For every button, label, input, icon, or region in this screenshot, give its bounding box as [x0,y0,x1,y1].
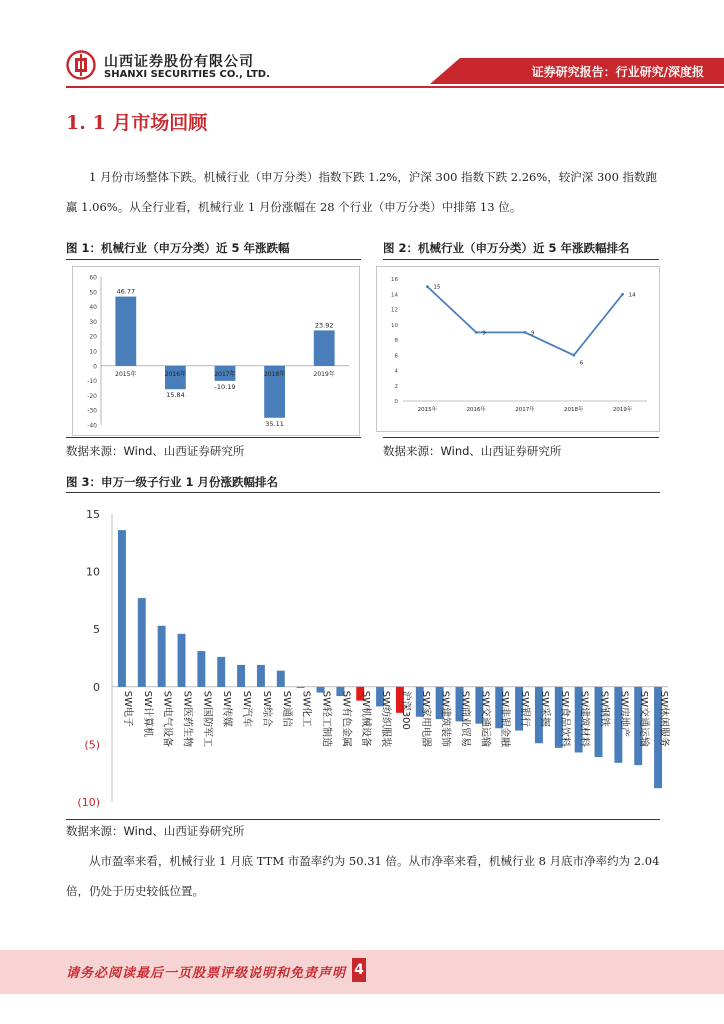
fig3-category-label: SW传媒 [221,690,233,728]
fig2-chart-box [376,266,660,432]
fig2-point [621,293,624,296]
fig3-category-label: 沪深300 [399,690,411,730]
fig3-chart-area [72,496,672,816]
fig1-chart-box [72,266,360,436]
report-type: 证券研究报告：行业研究/深度报 [531,65,704,79]
fig3-bar [257,665,265,687]
fig2-data-label: 9 [531,330,535,337]
fig3-category-label: SW化工 [300,690,312,728]
fig3-category-label: SW休闲服务 [658,690,670,748]
fig3-bottom-rule [66,819,660,820]
fig3-category-label: SW电气设备 [161,690,173,748]
fig1-category-label: 2017年 [214,370,236,378]
header-divider [66,86,724,88]
company-name-cn: 山西证券股份有限公司 [104,54,254,70]
fig2-data-label: 9 [482,330,486,337]
fig1-ytick-label: -30 [87,407,97,415]
fig2-source: 数据来源：Wind、山西证券研究所 [383,444,562,458]
fig3-category-label: SW综合 [260,690,272,728]
fig2-category-label: 2019年 [612,407,633,413]
disclaimer: 请务必阅读最后一页股票评级说明和免责声明 [66,966,347,981]
fig3-bar [118,530,126,687]
fig2-ytick-label: 4 [394,368,398,375]
intro-paragraph: 1 月份市场整体下跌。机械行业（申万分类）指数下跌 1.2%，沪深 300 指数下跌 2.26%，较沪深 300 指数跑赢 1.06%。从全行业看，机械行业 1 月份涨幅在 28 个行业（申万分类）中排第 13 位。 [66,170,658,214]
fig2-ytick-label: 0 [394,399,398,405]
fig3-rule [66,492,660,493]
fig3-ytick-label: 15 [86,508,100,521]
fig2-ytick-label: 8 [394,338,398,344]
fig2-chart [377,267,659,431]
fig3-chart [72,496,672,816]
fig3-category-label: SW纺织服装 [380,690,392,748]
fig2-caption: 图 2：机械行业（申万分类）近 5 年涨跌幅排名 [383,241,630,255]
fig3-category-label: SW银行 [519,690,531,728]
fig1-data-label: 35.11 [265,419,284,428]
fig1-ytick-label: 20 [89,333,97,341]
fig1-bar [115,297,136,366]
fig2-ytick-label: 2 [394,383,398,390]
fig3-category-label: SW国防军工 [201,690,213,748]
fig1-data-label: -10.19 [214,382,236,391]
fig3-caption: 图 3：申万一级子行业 1 月份涨跌幅排名 [66,475,279,489]
fig2-point [524,331,527,334]
fig2-ytick-label: 14 [391,292,398,299]
valuation-paragraph: 从市盈率来看，机械行业 1 月底 TTM 市盈率约为 50.31 倍。从市净率来看，机械行业 8 月底市净率约为 2.04 倍，仍处于历史较低位置。 [66,854,660,898]
fig2-category-label: 2017年 [515,407,535,413]
fig3-source: 数据来源：Wind、山西证券研究所 [66,824,245,838]
fig1-ytick-label: -20 [87,392,97,400]
fig3-category-label: SW汽车 [241,690,253,728]
fig3-bar [158,626,166,687]
fig3-category-label: SW交通运输 [638,690,650,748]
fig2-category-label: 2018年 [564,407,584,413]
fig1-category-label: 2016年 [164,370,187,378]
fig3-category-label: SW交通运输 [479,690,491,748]
fig3-category-label: SW家用电器 [419,690,431,748]
fig1-ytick-label: -40 [87,422,97,430]
fig3-category-label: SW房地产 [618,690,630,738]
fig2-point [426,285,429,288]
fig1-category-label: 2015年 [115,370,137,378]
fig2-rule [383,259,659,260]
fig2-data-label: 6 [579,360,584,367]
fig3-bar [237,665,245,687]
fig2-ytick-label: 12 [391,307,398,314]
fig2-bottom-rule [383,437,659,438]
fig1-ytick-label: 30 [89,318,97,326]
fig1-caption: 图 1：机械行业（申万分类）近 5 年涨跌幅 [66,241,290,255]
fig3-category-label: SW食品饮料 [558,690,570,748]
fig3-bar [297,687,305,688]
fig3-category-label: SW建筑装饰 [439,690,451,748]
company-name-en: SHANXI SECURITIES CO., LTD. [104,69,270,80]
fig3-category-label: SW有色金属 [340,690,352,748]
fig2-ytick-label: 16 [391,277,398,283]
fig3-category-label: SW轻工制造 [320,690,332,748]
fig3-category-label: SW通信 [280,690,292,728]
fig3-bar [178,634,186,687]
fig1-bar [314,330,335,365]
fig1-data-label: 46.77 [116,287,136,296]
fig2-series-line [427,284,622,356]
fig1-source: 数据来源：Wind、山西证券研究所 [66,444,245,458]
fig3-category-label: SW采掘 [538,690,550,728]
fig1-chart [73,267,359,435]
fig3-ytick-label: (10) [77,796,100,809]
fig1-rule [66,259,361,260]
fig1-category-label: 2019年 [313,370,335,378]
fig1-bottom-rule [66,437,361,438]
fig3-bar [277,671,285,687]
fig3-ytick-label: 5 [93,623,100,637]
fig1-ytick-label: 40 [89,304,97,312]
fig3-ytick-label: 10 [86,565,100,579]
fig2-ytick-label: 10 [391,322,398,329]
fig1-data-label: 15.84 [166,391,185,400]
fig1-category-label: 2018年 [263,370,286,378]
company-logo [66,50,96,80]
fig1-ytick-label: 60 [89,274,97,282]
section-title: 1. 1 月市场回顾 [66,112,208,134]
fig3-category-label: SW计算机 [141,690,153,738]
fig3-category-label: SW钢铁 [598,690,610,728]
fig3-bar [217,657,225,687]
fig2-category-label: 2015年 [417,407,438,413]
fig1-ytick-label: 50 [89,289,97,297]
fig3-category-label: SW商业贸易 [459,690,471,748]
fig1-ytick-label: -10 [87,378,97,386]
page-number: 4 [352,958,366,982]
fig3-category-label: SW医药生物 [181,690,193,748]
fig3-ytick-label: 0 [93,680,100,694]
fig2-point [475,331,478,334]
fig3-category-label: SW建筑材料 [578,690,590,748]
fig2-category-label: 2016年 [466,407,486,413]
fig3-bar [138,598,146,687]
fig1-ytick-label: 0 [93,363,97,371]
fig1-data-label: 23.92 [314,321,334,330]
fig3-bar [197,651,205,687]
fig2-ytick-label: 6 [394,353,398,360]
fig3-category-label: SW电子 [121,690,133,728]
fig2-data-label: 14 [628,292,636,299]
fig2-data-label: 15 [433,284,441,291]
fig1-ytick-label: 10 [89,348,97,356]
fig3-category-label: SW非银金融 [499,690,511,748]
fig2-point [572,354,575,357]
fig3-category-label: SW机械设备 [360,690,372,748]
fig3-ytick-label: (5) [84,738,100,752]
report-type-banner [430,58,724,84]
